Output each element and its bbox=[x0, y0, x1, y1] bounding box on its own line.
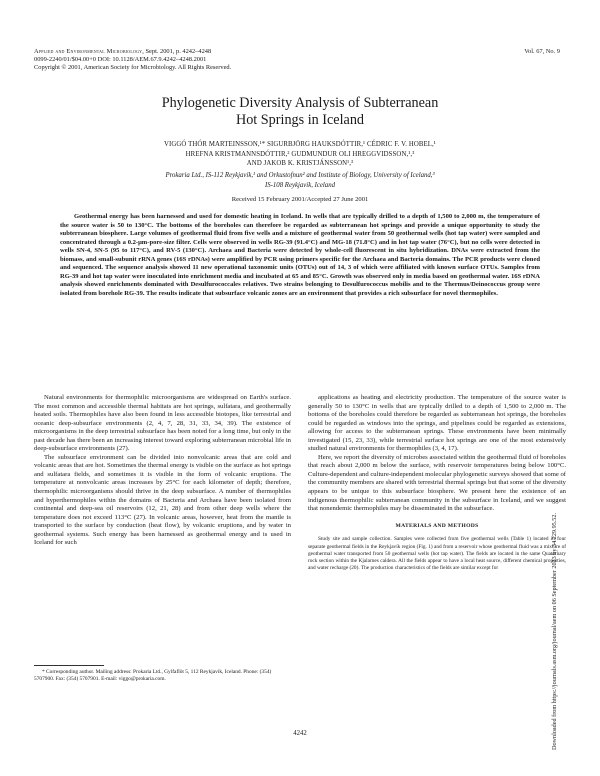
corresponding-author-footnote: * Corresponding author. Mailing address: Prokaria Ltd., Gylfaflöt 5, 112 Reykjavík, Iceland. Phone: (354) 5707900. Fax: (354) 5707901. E-mail: viggo@prokaria.com. bbox=[34, 669, 272, 683]
download-notice bbox=[551, 420, 561, 750]
authors-line-2: HREFNA KRISTMANNSDÓTTIR,² GUDMUNDUR OLI HREGGVIDSSON,¹,³ bbox=[185, 150, 415, 158]
received-dates: Received 15 February 2001/Accepted 27 June 2001 bbox=[231, 196, 369, 203]
methods-paragraph: Study site and sample collection. Samples were collected from five geothermal wells (Table 1) located in four separate geothermal fields in the Reykjavík region (Fig. 1) and from a reservoir whose geothermal fluid was a mixture of geothermal water transported from 50 geothermal wells (hot tap water). The fields are located in the same Quaternary rock section within the Kjalarnes caldera. All the fields appear to have a local heat source, different chemical properties, and water recharge (20). The production characteristics of the fields are similar except for bbox=[308, 536, 566, 572]
intro-paragraph-1: Natural environments for thermophilic microorganisms are widespread on Earth's surface. The most common and accessible thermal habitats are hot springs, sulfatara, and geothermally heated soils. Thermophiles have also been found in less accessible biotopes, like terrestrial and oceanic deep-subsurface environments (2, 4, 7, 28, 31, 33, 34, 39). The existence of microorganisms in the deep terrestrial subsurface has been noted for a long time, but only in the past decade has there been an increasing interest toward exploring subterranean microbial life in deep-subsurface environments (27). bbox=[34, 394, 291, 453]
intro-paragraph-2: The subsurface environment can be divided into nonvolcanic areas that are cold and volcanic areas that are hot. Sometimes the thermal energy is visible on the surface as hot springs and sulfatara fields, and sometimes it is visible in the form of volcanic eruptions. The temperature at nonvolcanic areas increases by 25°C for each kilometer of depth; therefore, thermophilic microorganisms should thrive in the deep subsurface. A number of thermophiles and hyperthermophiles within the domains of Bacteria and Archaea have been isolated from continental and deep-sea oil reservoirs (12, 21, 28) and from other deep wells where the temperature does not exceed 113°C (27). In volcanic areas, however, heat from the mantle is transported to the surface by conduction (heat flow), by volcanic eruptions, and by water in geothermal systems. Such energy has been harnessed as geothermal energy and is used in Iceland for such bbox=[34, 453, 291, 547]
author-list bbox=[60, 140, 540, 169]
journal-name: Applied and Environmental Microbiology bbox=[34, 48, 143, 55]
body-column-left bbox=[34, 394, 291, 548]
copyright-line: Copyright © 2001, American Society for Microbiology. All Rights Reserved. bbox=[34, 64, 232, 72]
affiliation-line-2: IS-108 Reykjavík, Iceland bbox=[264, 181, 335, 189]
title-line-1: Phylogenetic Diversity Analysis of Subterranean bbox=[161, 95, 439, 111]
intro-paragraph-3: applications as heating and electricity production. The temperature of the source water is generally 50 to 130°C in wells that are typically drilled to a depth of 1,500 to 2,000 m. The bottoms of the boreholes could therefore be regarded as subterranean hot springs, the boreholes could be regarded as windows into the springs, and pipelines could be regarded as extensions, allowing for access to the subterranean springs. These environments have been minimally investigated (15, 23, 33), while terrestrial surface hot springs are one of the most extensively studied natural environments for thermophiles (3, 4, 17). bbox=[308, 394, 566, 453]
body-column-right bbox=[308, 394, 566, 573]
abstract: Geothermal energy has been harnessed and used for domestic heating in Iceland. In wells that are typically drilled to a depth of 1,500 to 2,000 m, the temperature of the source water is 50 to 130°C. The bottoms of the boreholes can therefore be regarded as subterranean hot springs and provide a unique opportunity to study the subterranean biosphere. Large volumes of geothermal fluid from five wells and a mixture of geothermal water from 50 geothermal wells (hot tap water) were sampled and concentrated through a 0.2-μm-pore-size filter. Cells were observed in wells RG-39 (91.4°C) and MG-18 (71.8°C) and in hot tap water (76°C), but no cells were detected in wells SN-4, SN-5 (95 to 117°C), and RV-5 (130°C). Archaea and Bacteria were detected by whole-cell fluorescent in situ hybridization. DNAs were extracted from the biomass, and small-subunit rRNA genes (16S rDNAs) were amplified by PCR using primers specific for the Archaea and Bacteria domains. The PCR products were cloned and sequenced. The sequence analysis showed 11 new operational taxonomic units (OTUs) out of 14, 3 of which were affiliated with known surface OTUs. Samples from RG-39 and hot tap water were inoculated into enrichment media and incubated at 65 and 85°C. Growth was observed only in media based on geothermal water. 16S rDNA analysis showed enrichments dominated with Desulfurococcales relatives. Two strains belonging to Desulfurococcus mobilis and to the Thermus/Deinococcus group were isolated from borehole RG-39. The results indicate that subsurface volcanic zones are an environment that provides a rich subsurface for novel thermophiles. bbox=[60, 213, 540, 297]
section-heading-methods: MATERIALS AND METHODS bbox=[395, 522, 479, 529]
title-line-2: Hot Springs in Iceland bbox=[235, 112, 365, 128]
authors-line-1: VIGGÓ THÓR MARTEINSSON,¹* SIGURBJÖRG HAUKSDÓTTIR,¹ CÉDRIC F. V. HOBEL,¹ bbox=[164, 141, 436, 148]
page-number: 4242 bbox=[293, 730, 307, 737]
intro-paragraph-4: Here, we report the diversity of microbes associated within the geothermal fluid of boreholes that reach about 2,000 m below the surface, with reservoir temperatures being below 100°C. Culture-dependent and culture-independent molecular phylogenetic surveys showed that some of the community members are shared with terrestrial thermal springs but that some of the diversity appears to be unique to this subsurface biosphere. We present here the existence of an indigenous thermophilic subterranean community in the subsurface in Iceland, and we suggest that nonendemic thermophiles may be disseminated in the subsurface. bbox=[308, 453, 566, 513]
download-notice-text: Downloaded from https://journals.asm.org/journal/aem on 06 September 2023 by 34.229.95.52. bbox=[551, 512, 558, 750]
running-header bbox=[34, 48, 231, 73]
affiliations bbox=[60, 171, 540, 190]
authors-line-3: AND JAKOB K. KRISTJÁNSSON¹,³ bbox=[246, 160, 354, 167]
footnote-divider bbox=[34, 665, 104, 666]
volume-info: Vol. 67, No. 9 bbox=[524, 48, 560, 55]
affiliation-line-1: Prokaria Ltd., IS-112 Reykjavík,¹ and Orkustofnun² and Institute of Biology, University of Iceland,³ bbox=[165, 172, 435, 179]
issue-info: , Sept. 2001, p. 4242–4248 bbox=[142, 48, 212, 55]
article-title bbox=[60, 95, 540, 129]
issn-doi: 0099-2240/01/$04.00+0 DOI: 10.1128/AEM.67.9.4242–4248.2001 bbox=[34, 56, 207, 64]
